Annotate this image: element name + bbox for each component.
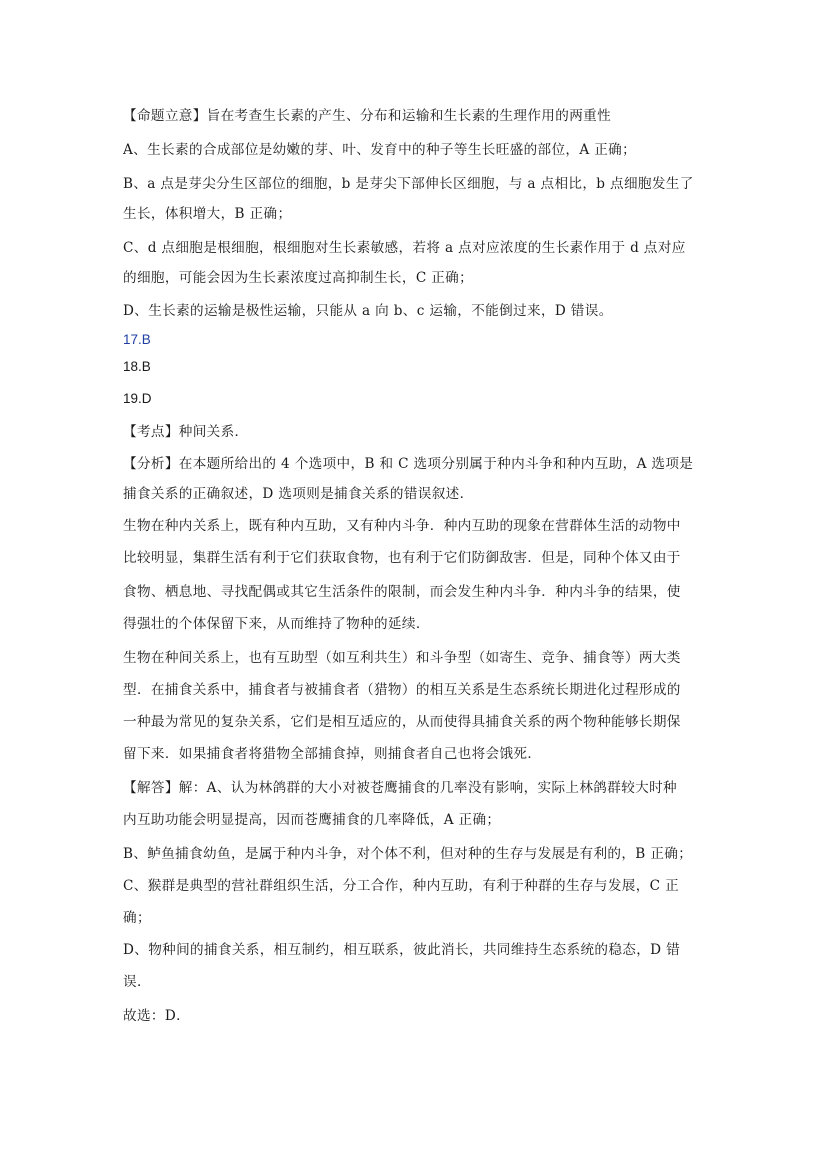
answer-17: 17.B — [123, 332, 151, 347]
text-line: A、生长素的合成部位是幼嫩的芽、叶、发育中的种子等生长旺盛的部位，A 正确； — [123, 142, 637, 158]
final-answer: 故选：D． — [123, 1008, 191, 1024]
text-line: 的细胞，可能会因为生长素浓度过高抑制生长，C 正确； — [123, 270, 474, 286]
text-line: 确； — [123, 910, 151, 926]
text-line: 一种最为常见的复杂关系，它们是相互适应的，从而使得具捕食关系的两个物种能够长期保 — [123, 714, 681, 730]
text-line: D、生长素的运输是极性运输，只能从 a 向 b、c 运输，不能倒过来，D 错误。 — [123, 303, 613, 319]
text-line: 捕食关系的正确叙述，D 选项则是捕食关系的错误叙述． — [123, 486, 474, 502]
text-line: D、物种间的捕食关系，相互制约，相互联系，彼此消长，共同维持生态系统的稳态，D 错 — [123, 942, 681, 958]
text-line: 留下来．如果捕食者将猎物全部捕食掉，则捕食者自己也将会饿死． — [123, 746, 542, 762]
text-line: 生物在种间关系上，也有互助型（如互利共生）和斗争型（如寄生、竞争、捕食等）两大类 — [123, 650, 681, 666]
text-line: 得强壮的个体保留下来，从而维持了物种的延续． — [123, 616, 430, 632]
section-heading-purpose: 【命题立意】旨在考查生长素的产生、分布和运输和生长素的生理作用的两重性 — [123, 108, 612, 124]
text-line: 型．在捕食关系中，捕食者与被捕食者（猎物）的相互关系是生态系统长期进化过程形成的 — [123, 682, 681, 698]
text-line: B、a 点是芽尖分生区部位的细胞，b 是芽尖下部伸长区细胞，与 a 点相比，b 点细胞发生了 — [123, 176, 694, 192]
text-line: C、d 点细胞是根细胞，根细胞对生长素敏感，若将 a 点对应浓度的生长素作用于 d 点对应 — [123, 240, 686, 256]
text-line: 食物、栖息地、寻找配偶或其它生活条件的限制，而会发生种内斗争．种内斗争的结果，使 — [123, 584, 681, 600]
section-heading-kaodian: 【考点】种间关系． — [123, 424, 249, 440]
answer-18: 18.B — [123, 359, 151, 374]
text-line: 生长，体积增大，B 正确； — [123, 206, 292, 222]
text-line: B、鲈鱼捕食幼鱼，是属于种内斗争，对个体不利，但对种的生存与发展是有利的，B 正确； — [123, 846, 693, 862]
answer-19: 19.D — [123, 391, 152, 406]
section-heading-solution: 【解答】解：A、认为林鸽群的大小对被苍鹰捕食的几率没有影响，实际上林鸽群较大时种 — [123, 780, 677, 796]
text-line: C、猴群是典型的营社群组织生活，分工合作，种内互助，有利于种群的生存与发展，C 正 — [123, 878, 680, 894]
text-line: 内互助功能会明显提高，因而苍鹰捕食的几率降低，A 正确； — [123, 812, 501, 828]
text-line: 比较明显，集群生活有利于它们获取食物，也有利于它们防御敌害．但是，同种个体又由于 — [123, 550, 681, 566]
section-heading-analysis: 【分析】在本题所给出的 4 个选项中，B 和 C 选项分别属于种内斗争和种内互助，A 选项是 — [123, 456, 694, 472]
text-line: 误． — [123, 974, 151, 990]
text-line: 生物在种内关系上，既有种内互助，又有种内斗争．种内互助的现象在营群体生活的动物中 — [123, 518, 681, 534]
